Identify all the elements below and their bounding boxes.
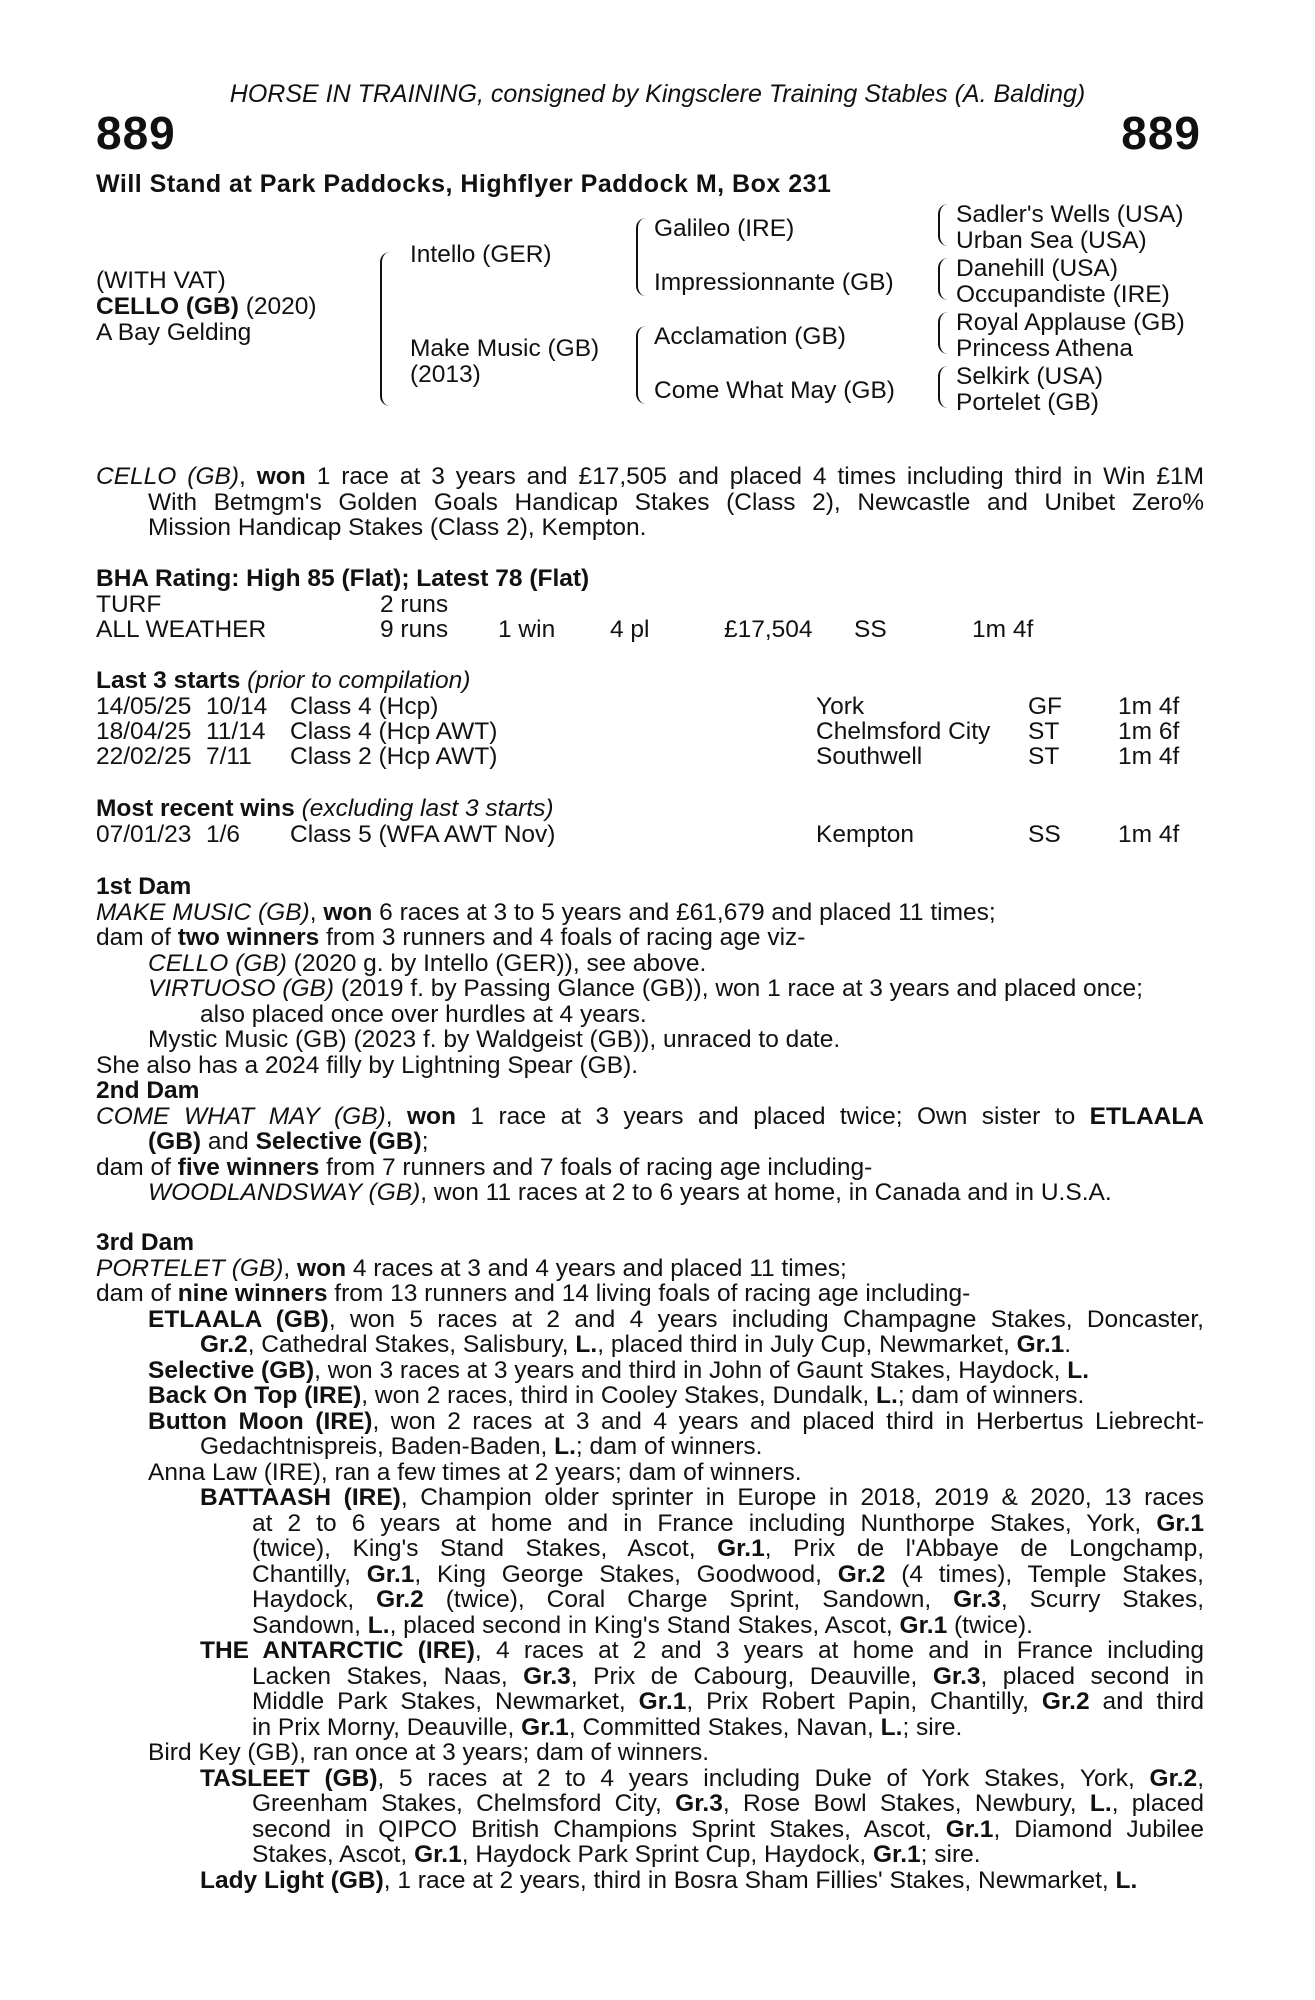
last3-row-1-date: 14/05/25 [96, 692, 192, 720]
horse-year: (2020) [238, 293, 317, 320]
bird-key: Bird Key (GB), ran once at 3 years; dam of winners. [148, 1739, 710, 1766]
second-dam-section [96, 1078, 1204, 1206]
dam3-winners: nine winners [177, 1280, 328, 1307]
horse-description: A Bay Gelding [96, 319, 252, 346]
etlaala-text-2: , Cathedral Stakes, Salisbury, [247, 1331, 576, 1358]
dam2-sister-1-country: (GB) [148, 1128, 202, 1155]
dam1-winners: two winners [177, 924, 320, 951]
last3-row-3-pos: 7/11 [206, 742, 252, 770]
tasleet-text-7: Stakes, Ascot, [252, 1841, 415, 1868]
sire-brace [636, 218, 648, 296]
selective-text: , won 3 races at 3 years and third in John of Gaunt Stakes, Haydock, [314, 1356, 1068, 1384]
last3-row-2-course: Chelmsford City [816, 717, 991, 745]
back-on-top-text: , won 2 races, third in Cooley Stakes, Dundalk, [361, 1382, 877, 1409]
dam1-foal-2-cont: also placed once over hurdles at 4 years. [200, 1000, 647, 1028]
dam1-runners: from 3 runners and 4 foals of racing age viz- [319, 924, 806, 951]
etlaala-text-3: , placed third in July Cup, Newmarket, [597, 1331, 1017, 1358]
race-summary: CELLO (GB), won 1 race at 3 years and £17,505 and placed 4 times including third in Win £1M With Betmgm's Golden Goals Handicap Stakes (Class 2), Newcastle and Unibet Zero% Mission Handicap Stakes (Class 2), Kempton. [96, 463, 1204, 541]
tasleet-grade-1: Gr.2 [1149, 1764, 1198, 1792]
sire-dam: Impressionnante (GB) [654, 269, 894, 296]
selective-listed: L. [1067, 1356, 1090, 1384]
tasleet-grade-3: Gr.1 [945, 1815, 994, 1843]
last3-row-1-course: York [816, 692, 865, 720]
dam2-damof: dam of [96, 1153, 178, 1181]
battaash-text-3: (twice), King's Stand Stakes, Ascot, [252, 1535, 718, 1562]
tasleet-text-8: , Haydock Park Sprint Cup, Haydock, [461, 1841, 873, 1868]
summary-horse: CELLO (GB) [96, 463, 239, 490]
the-antarctic-grade-4: Gr.2 [1041, 1688, 1090, 1715]
battaash-text-4: , Prix de l'Abbaye de Longchamp, [764, 1535, 1204, 1562]
dam2-record: 1 race at 3 years and placed twice; Own sister to [455, 1102, 1090, 1130]
tasleet-text-9: ; sire. [920, 1841, 981, 1868]
tasleet-text-2: Greenham Stakes, Chelmsford City, [252, 1790, 676, 1817]
battaash-grade-7: Gr.1 [899, 1611, 948, 1639]
button-moon-text-3: ; dam of winners. [575, 1433, 763, 1460]
battaash-text-2: at 2 to 6 years at home and in France including Nunthorpe Stakes, York, [252, 1509, 1157, 1537]
aw-going: SS [854, 615, 887, 643]
gen3-brace-3 [938, 312, 948, 354]
dam-brace [636, 326, 648, 404]
back-on-top-name: Back On Top (IRE) [148, 1382, 362, 1409]
dam2-title: 2nd Dam [96, 1077, 200, 1104]
the-antarctic-text-8: in Prix Morny, Deauville, [252, 1713, 522, 1741]
dam-year: (2013) [410, 361, 481, 388]
dam1-title: 1st Dam [96, 873, 192, 900]
battaash-text-5: Chantilly, [252, 1560, 367, 1588]
the-antarctic-text-2: Lacken Stakes, Naas, [252, 1662, 524, 1690]
recent-row-1-pos: 1/6 [206, 820, 241, 848]
button-moon-listed: L. [554, 1433, 576, 1460]
last3-row-3-going: ST [1028, 742, 1060, 770]
dam3-sep: , [283, 1254, 298, 1282]
dam1-note: She also has a 2024 filly by Lightning Spear (GB). [96, 1051, 639, 1079]
dam-sire: Acclamation (GB) [654, 323, 846, 350]
battaash-text-9: (twice), Coral Charge Sprint, Sandown, [423, 1586, 954, 1613]
location-line: Will Stand at Park Paddocks, Highflyer Paddock M, Box 231 [96, 170, 832, 198]
dam: Make Music (GB) [410, 335, 600, 362]
dam3-record: 4 races at 3 and 4 years and placed 11 times; [346, 1254, 847, 1282]
last3-title: Last 3 starts [96, 667, 241, 694]
dam1-damof: dam of [96, 924, 178, 951]
sire-sire: Galileo (IRE) [654, 215, 795, 242]
battaash-text-8: Haydock, [252, 1586, 377, 1613]
the-antarctic-text-6: , Prix Robert Papin, Chantilly, [686, 1688, 1042, 1715]
recent-row-1-going: SS [1028, 820, 1061, 848]
battaash-grade-5: Gr.2 [376, 1586, 424, 1613]
dam1-sep: , [309, 898, 324, 926]
dam3-title: 3rd Dam [96, 1229, 195, 1256]
aw-wins: 1 win [498, 615, 556, 643]
dam3-runners: from 13 runners and 14 living foals of racing age including- [327, 1280, 971, 1307]
last3-row-3-dist: 1m 4f [1118, 742, 1180, 770]
recent-note: (excluding last 3 starts) [294, 795, 554, 822]
tasleet-text-1b: , [1197, 1764, 1205, 1792]
recent-row-1-course: Kempton [816, 820, 915, 848]
dam1-name: MAKE MUSIC (GB) [96, 898, 310, 926]
bha-rating-title: BHA Rating: High 85 (Flat); Latest 78 (Flat) [96, 565, 590, 592]
dam-dam: Come What May (GB) [654, 377, 895, 404]
dam2-sep: , [385, 1102, 407, 1130]
dam2-and: and [201, 1128, 256, 1155]
battaash-grade-2: Gr.1 [717, 1535, 765, 1562]
tasleet-grade-5: Gr.1 [872, 1841, 921, 1868]
the-antarctic-grade-2: Gr.3 [932, 1662, 981, 1690]
dam1-record: 6 races at 3 to 5 years and £61,679 and placed 11 times; [372, 898, 996, 926]
last3-row-2-pos: 11/14 [206, 717, 266, 745]
tasleet-text-3: , Rose Bowl Stakes, Newbury, [722, 1790, 1090, 1817]
recent-row-1-cls: Class 5 (WFA AWT Nov) [290, 820, 556, 848]
button-moon-text-2: Gedachtnispreis, Baden-Baden, [200, 1433, 555, 1460]
dam1-foal-2-text: (2019 f. by Passing Glance (GB)), won 1 race at 3 years and placed once; [334, 975, 1143, 1002]
recent-table [96, 822, 1204, 848]
summary-won: won [256, 463, 306, 490]
tasleet-text-1: , 5 races at 2 to 4 years including Duke of York Stakes, York, [377, 1764, 1150, 1792]
recent-row-1-date: 07/01/23 [96, 820, 192, 848]
tasleet-text-4: , placed [1111, 1790, 1205, 1817]
turf-runs: 2 runs [380, 590, 449, 618]
battaash-text-1: , Champion older sprinter in Europe in 2018, 2019 & 2020, 13 races [400, 1484, 1204, 1511]
battaash-grade-3: Gr.1 [366, 1560, 415, 1588]
battaash-grade-4: Gr.2 [837, 1560, 886, 1588]
gen3-ssd: Urban Sea (USA) [956, 227, 1147, 254]
selective-name: Selective (GB) [148, 1356, 315, 1384]
vat-note: (WITH VAT) [96, 267, 226, 294]
lady-light-text: , 1 race at 2 years, third in Bosra Sham Fillies' Stakes, Newmarket, [383, 1866, 1116, 1894]
the-antarctic-text-5: Middle Park Stakes, Newmarket, [252, 1688, 639, 1715]
tasleet-grade-2: Gr.3 [675, 1790, 723, 1817]
recent-title: Most recent wins [96, 795, 295, 822]
last3-row-2-dist: 1m 6f [1118, 717, 1180, 745]
the-antarctic-text-7: and third [1089, 1688, 1204, 1715]
dam1-foal-2-name: VIRTUOSO (GB) [148, 975, 335, 1002]
lady-light-name: Lady Light (GB) [200, 1866, 384, 1894]
gen3-brace-1 [938, 204, 948, 246]
horse-name-line [96, 294, 317, 320]
last3-row-1-pos: 10/14 [206, 692, 268, 720]
dam1-won: won [323, 898, 373, 926]
gen3-dss: Royal Applause (GB) [956, 309, 1185, 336]
anna-law: Anna Law (IRE), ran a few times at 2 years; dam of winners. [148, 1458, 802, 1486]
back-on-top-text-2: ; dam of winners. [897, 1382, 1085, 1409]
the-antarctic-text-10: ; sire. [902, 1713, 963, 1741]
last3-row-2-going: ST [1028, 717, 1060, 745]
last3-row-2-date: 18/04/25 [96, 717, 192, 745]
lot-number-left: 889 [96, 107, 176, 159]
aw-placed: 4 pl [610, 615, 650, 643]
etlaala-text-1: , won 5 races at 2 and 4 years including Champagne Stakes, Doncaster, [328, 1305, 1204, 1333]
dam3-damof: dam of [96, 1280, 178, 1307]
gen3-ddd: Portelet (GB) [956, 389, 1099, 416]
gen3-sss: Sadler's Wells (USA) [956, 201, 1184, 228]
the-antarctic-listed: L. [880, 1713, 903, 1741]
the-antarctic-grade-5: Gr.1 [521, 1713, 569, 1741]
the-antarctic-text-4: , placed second in [980, 1662, 1205, 1690]
battaash-text-11: Sandown, [252, 1611, 368, 1639]
dam3-won: won [297, 1254, 347, 1282]
battaash-text-10: , Scurry Stakes, [1000, 1586, 1205, 1613]
dam2-foal-1-name: WOODLANDSWAY (GB) [148, 1179, 421, 1206]
dam3-name: PORTELET (GB) [96, 1254, 284, 1282]
tasleet-text-6: , Diamond Jubilee [993, 1815, 1205, 1843]
recent-row-1-dist: 1m 4f [1118, 820, 1180, 848]
dam2-winners: five winners [177, 1153, 320, 1181]
dam1-foal-3: Mystic Music (GB) (2023 f. by Waldgeist (GB)), unraced to date. [148, 1026, 841, 1053]
dam2-runners: from 7 runners and 7 foals of racing age including- [319, 1153, 873, 1181]
lot-number-right: 889 [1121, 107, 1201, 159]
dam2-sister-1: ETLAALA [1089, 1102, 1204, 1130]
the-antarctic-text-1: , 4 races at 2 and 3 years at home and in France including [474, 1637, 1204, 1664]
battaash-grade-6: Gr.3 [953, 1586, 1001, 1613]
summary-text-3: Mission Handicap Stakes (Class 2), Kempton. [148, 514, 647, 541]
last3-row-3-date: 22/02/25 [96, 742, 192, 770]
tasleet-text-5: second in QIPCO British Champions Sprint Stakes, Ascot, [252, 1815, 946, 1843]
last3-row-3-cls: Class 2 (Hcp AWT) [290, 742, 498, 770]
last3-table [96, 694, 1204, 772]
battaash-listed: L. [367, 1611, 390, 1639]
tasleet-name: TASLEET (GB) [200, 1764, 378, 1792]
lady-light-listed: L. [1115, 1866, 1138, 1894]
battaash-text-7: (4 times), Temple Stakes, [885, 1560, 1204, 1588]
battaash-grade-1: Gr.1 [1156, 1509, 1204, 1537]
recent-wins-section [96, 796, 1204, 848]
the-antarctic-name: THE ANTARCTIC (IRE) [200, 1637, 475, 1664]
etlaala-grade-2: Gr.1 [1016, 1331, 1065, 1358]
last3-row-3-course: Southwell [816, 742, 923, 770]
last3-row-1-going: GF [1028, 692, 1063, 720]
dam2-won: won [406, 1102, 456, 1130]
etlaala-name: ETLAALA (GB) [148, 1305, 329, 1333]
back-on-top-listed: L. [876, 1382, 898, 1409]
battaash-name: BATTAASH (IRE) [200, 1484, 401, 1511]
the-antarctic-text-3: , Prix de Cabourg, Deauville, [570, 1662, 933, 1690]
tasleet-grade-4: Gr.1 [414, 1841, 462, 1868]
last-3-starts-section [96, 668, 1204, 772]
last3-row-1-dist: 1m 4f [1118, 692, 1180, 720]
gen3-dsd: Princess Athena [956, 335, 1134, 362]
dam2-semicolon: ; [421, 1128, 429, 1155]
first-dam-section [96, 874, 1204, 1078]
dam2-sister-2: Selective (GB) [255, 1128, 422, 1155]
tasleet-listed: L. [1089, 1790, 1112, 1817]
horse-name: CELLO (GB) [96, 293, 239, 320]
aw-label: ALL WEATHER [96, 615, 267, 643]
last3-note: (prior to compilation) [240, 667, 471, 694]
dam2-name: COME WHAT MAY (GB) [96, 1102, 386, 1130]
sire: Intello (GER) [410, 241, 552, 268]
gen3-sdd: Occupandiste (IRE) [956, 281, 1170, 308]
aw-prize: £17,504 [724, 615, 813, 643]
battaash-text-6: , King George Stakes, Goodwood, [414, 1560, 838, 1588]
gen3-sds: Danehill (USA) [956, 255, 1119, 282]
consignor-title: HORSE IN TRAINING, consigned by Kingsclere Training Stables (A. Balding) [229, 80, 1086, 108]
summary-text-1: 1 race at 3 years and £17,505 and placed 4 times including third in Win £1M [305, 463, 1204, 490]
summary-text-2: With Betmgm's Golden Goals Handicap Stakes (Class 2), Newcastle and Unibet Zero% [148, 488, 1204, 516]
etlaala-listed: L. [575, 1331, 598, 1358]
third-dam-section [96, 1230, 1204, 1893]
last3-row-2-cls: Class 4 (Hcp AWT) [290, 717, 498, 745]
dam1-foal-1-text: (2020 g. by Intello (GER)), see above. [286, 949, 707, 977]
etlaala-grade-1: Gr.2 [200, 1331, 248, 1358]
aw-runs: 9 runs [380, 615, 449, 643]
turf-label: TURF [96, 590, 162, 618]
gen3-brace-2 [938, 258, 948, 300]
etlaala-text-4: . [1064, 1331, 1072, 1358]
sire-dam-brace [380, 252, 392, 406]
aw-distance: 1m 4f [972, 615, 1034, 643]
gen3-brace-4 [938, 366, 948, 408]
battaash-text-13: (twice). [947, 1611, 1033, 1639]
bha-rating-section [96, 566, 1204, 644]
last3-row-1-cls: Class 4 (Hcp) [290, 692, 439, 720]
button-moon-text-1: , won 2 races at 3 and 4 years and placed third in Herbertus Liebrecht- [372, 1407, 1204, 1435]
the-antarctic-text-9: , Committed Stakes, Navan, [568, 1713, 881, 1741]
button-moon-name: Button Moon (IRE) [148, 1407, 373, 1435]
battaash-text-12: , placed second in King's Stand Stakes, Ascot, [389, 1611, 900, 1639]
dam1-foal-1-name: CELLO (GB) [148, 949, 287, 977]
the-antarctic-grade-3: Gr.1 [638, 1688, 687, 1715]
gen3-dds: Selkirk (USA) [956, 363, 1104, 390]
the-antarctic-grade-1: Gr.3 [523, 1662, 571, 1690]
dam2-foal-1-text: , won 11 races at 2 to 6 years at home, in Canada and in U.S.A. [420, 1179, 1112, 1206]
